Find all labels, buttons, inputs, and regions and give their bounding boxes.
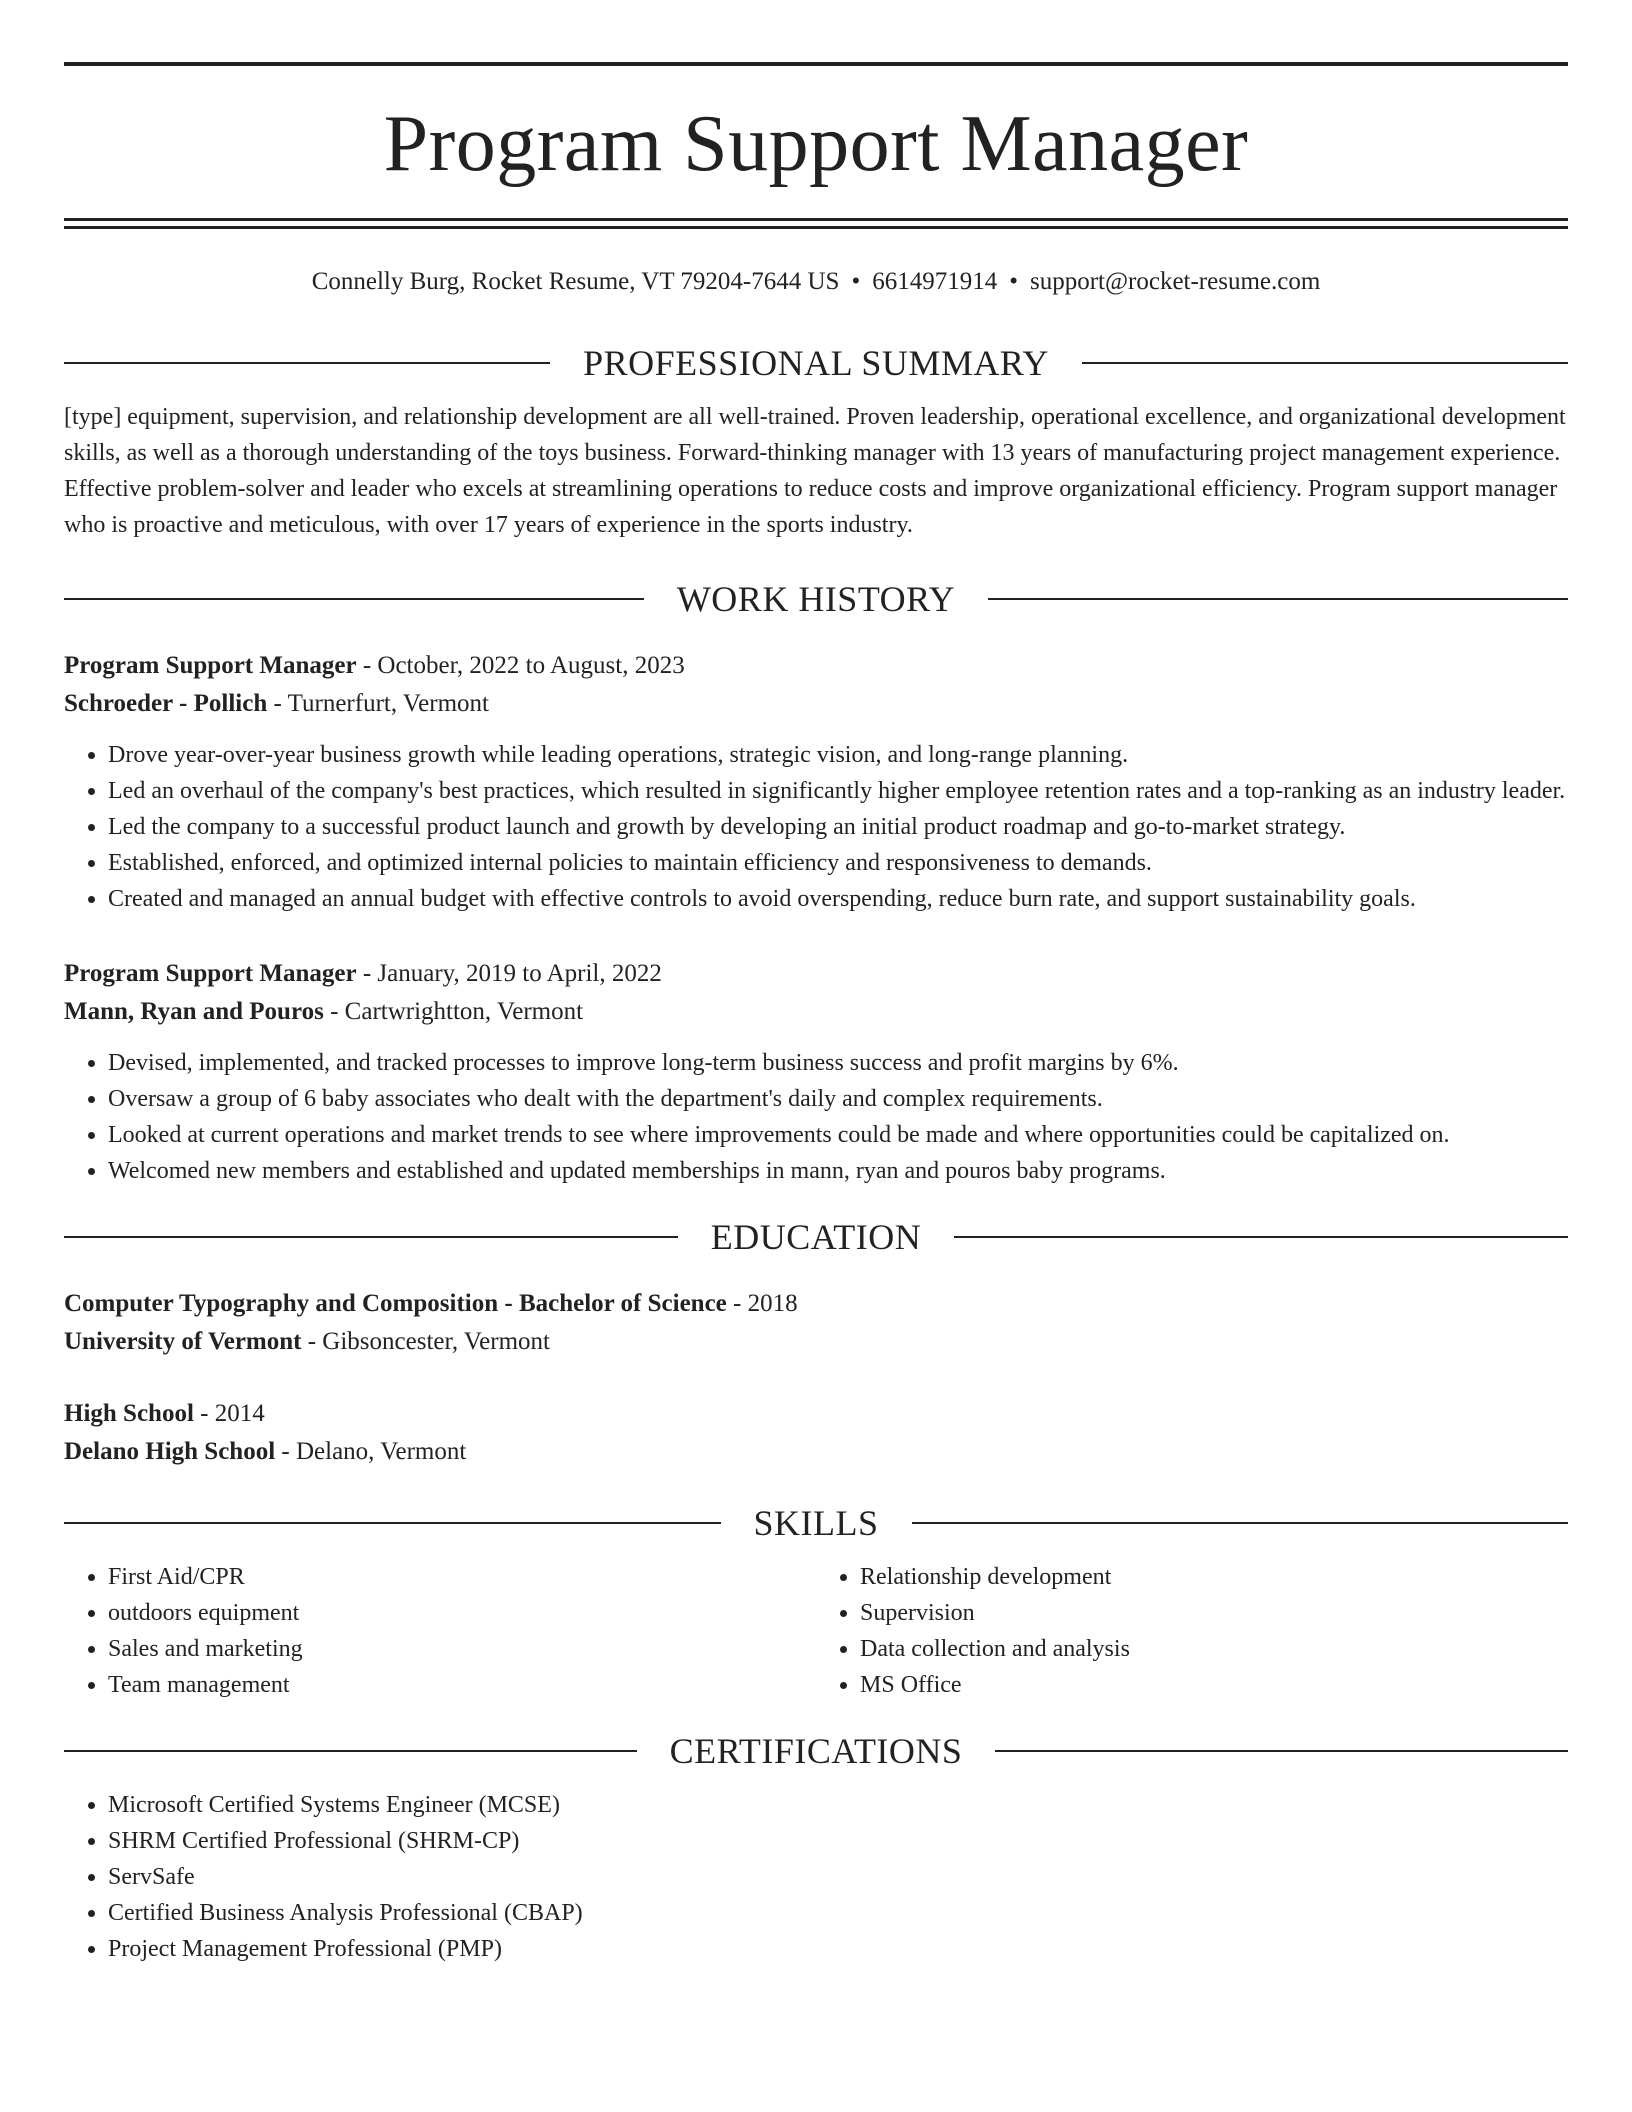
section-heading-summary (64, 341, 1568, 385)
list-item: • Data collection and analysis (860, 1631, 1568, 1667)
job-company-line (64, 993, 1568, 1031)
contact-address: Connelly Burg, Rocket Resume, VT 79204-7644 US (311, 268, 840, 295)
list-item: • Created and managed an annual budget with effective controls to avoid overspending, reduce burn rate, and support sustainability goals. (108, 881, 1568, 917)
list-item: • MS Office (860, 1667, 1568, 1703)
education-school-line (64, 1433, 1568, 1471)
heading-rule (64, 598, 644, 600)
education-year: - 2014 (193, 1400, 265, 1427)
resume-title: Program Support Manager (383, 100, 1249, 188)
list-item: • Supervision (860, 1595, 1568, 1631)
heading-rule (1082, 362, 1568, 364)
education-location: - Gibsoncester, Vermont (301, 1328, 550, 1355)
list-item: • Devised, implemented, and tracked processes to improve long-term business success and profit margins by 6%. (108, 1045, 1568, 1081)
section-heading-work (64, 577, 1568, 621)
skills-right-list (816, 1559, 1568, 1703)
list-item: • Welcomed new members and established and updated memberships in mann, ryan and pouros baby programs. (108, 1153, 1568, 1189)
section-heading-education (64, 1215, 1568, 1259)
skills-left-list (64, 1559, 816, 1703)
job-title-line (64, 955, 1568, 993)
education-degree: Computer Typography and Composition - Bachelor of Science (64, 1290, 727, 1317)
heading-rule (954, 1236, 1568, 1238)
section-title: EDUCATION (710, 1217, 922, 1257)
contact-phone: 6614971914 (872, 268, 998, 295)
education-entry (64, 1395, 1568, 1471)
list-item: • Oversaw a group of 6 baby associates who dealt with the department's daily and complex requirements. (108, 1081, 1568, 1117)
list-item: • Sales and marketing (108, 1631, 816, 1667)
education-school: University of Vermont (64, 1328, 302, 1355)
section-heading-certifications (64, 1729, 1568, 1773)
job-company-line (64, 685, 1568, 723)
job-company: Mann, Ryan and Pouros (64, 998, 324, 1025)
job-bullets (64, 1045, 1568, 1189)
section-title: PROFESSIONAL SUMMARY (583, 343, 1049, 383)
section-heading-skills (64, 1501, 1568, 1545)
top-rule (64, 62, 1568, 66)
list-item: • Led an overhaul of the company's best practices, which resulted in significantly higher employee retention rates and a top-ranking as an industry leader. (108, 773, 1568, 809)
contact-separator: • (1009, 268, 1018, 295)
job-bullets (64, 737, 1568, 917)
education-school: Delano High School (64, 1438, 276, 1465)
summary-text: [type] equipment, supervision, and relationship development are all well-trained. Proven leadership, operational excellence, and organizational development skills, as well as a thorough understanding of the toys business. Forward-thinking manager with 13 years of manufacturing project management experience. Effective problem-solver and leader who excels at streamlining operations to reduce costs and improve organizational efficiency. Program support manager who is proactive and meticulous, with over 17 years of experience in the sports industry. (64, 404, 1566, 538)
certifications-list (64, 1787, 1568, 1967)
job-entry (64, 647, 1568, 917)
education-degree-line (64, 1285, 1568, 1323)
section-title: SKILLS (753, 1503, 879, 1543)
job-entry (64, 955, 1568, 1189)
contact-line (64, 267, 1568, 297)
list-item: • Established, enforced, and optimized internal policies to maintain efficiency and responsiveness to demands. (108, 845, 1568, 881)
education-degree: High School (64, 1400, 194, 1427)
list-item: • Certified Business Analysis Professional (CBAP) (108, 1895, 1568, 1931)
job-location: - Cartwrightton, Vermont (323, 998, 584, 1025)
education-school-line (64, 1323, 1568, 1361)
list-item: • Team management (108, 1667, 816, 1703)
job-dates: - October, 2022 to August, 2023 (356, 652, 685, 679)
heading-rule (64, 1522, 721, 1524)
title-double-rule (64, 218, 1568, 229)
contact-email: support@rocket-resume.com (1030, 268, 1321, 295)
list-item: • Looked at current operations and market trends to see where improvements could be made and where opportunities could be capitalized on. (108, 1117, 1568, 1153)
list-item: • Drove year-over-year business growth while leading operations, strategic vision, and long-range planning. (108, 737, 1568, 773)
heading-rule (995, 1750, 1568, 1752)
job-title: Program Support Manager (64, 960, 357, 987)
heading-rule (64, 1236, 678, 1238)
heading-rule (988, 598, 1568, 600)
heading-rule (64, 362, 550, 364)
job-location: - Turnerfurt, Vermont (267, 690, 489, 717)
job-dates: - January, 2019 to April, 2022 (356, 960, 662, 987)
section-title: WORK HISTORY (676, 579, 956, 619)
list-item: • Microsoft Certified Systems Engineer (MCSE) (108, 1787, 1568, 1823)
list-item: • Relationship development (860, 1559, 1568, 1595)
skills-columns (64, 1559, 1568, 1703)
heading-rule (64, 1750, 637, 1752)
education-location: - Delano, Vermont (275, 1438, 467, 1465)
job-title-line (64, 647, 1568, 685)
list-item: • Led the company to a successful product launch and growth by developing an initial product roadmap and go-to-market strategy. (108, 809, 1568, 845)
list-item: • outdoors equipment (108, 1595, 816, 1631)
contact-separator: • (851, 268, 861, 295)
list-item: • First Aid/CPR (108, 1559, 816, 1595)
list-item: • SHRM Certified Professional (SHRM-CP) (108, 1823, 1568, 1859)
list-item: • ServSafe (108, 1859, 1568, 1895)
job-company: Schroeder - Pollich (64, 690, 268, 717)
list-item: • Project Management Professional (PMP) (108, 1931, 1568, 1967)
job-title: Program Support Manager (64, 652, 357, 679)
education-year: - 2018 (726, 1290, 798, 1317)
education-degree-line (64, 1395, 1568, 1433)
section-title: CERTIFICATIONS (669, 1731, 963, 1771)
education-entry (64, 1285, 1568, 1361)
heading-rule (912, 1522, 1569, 1524)
